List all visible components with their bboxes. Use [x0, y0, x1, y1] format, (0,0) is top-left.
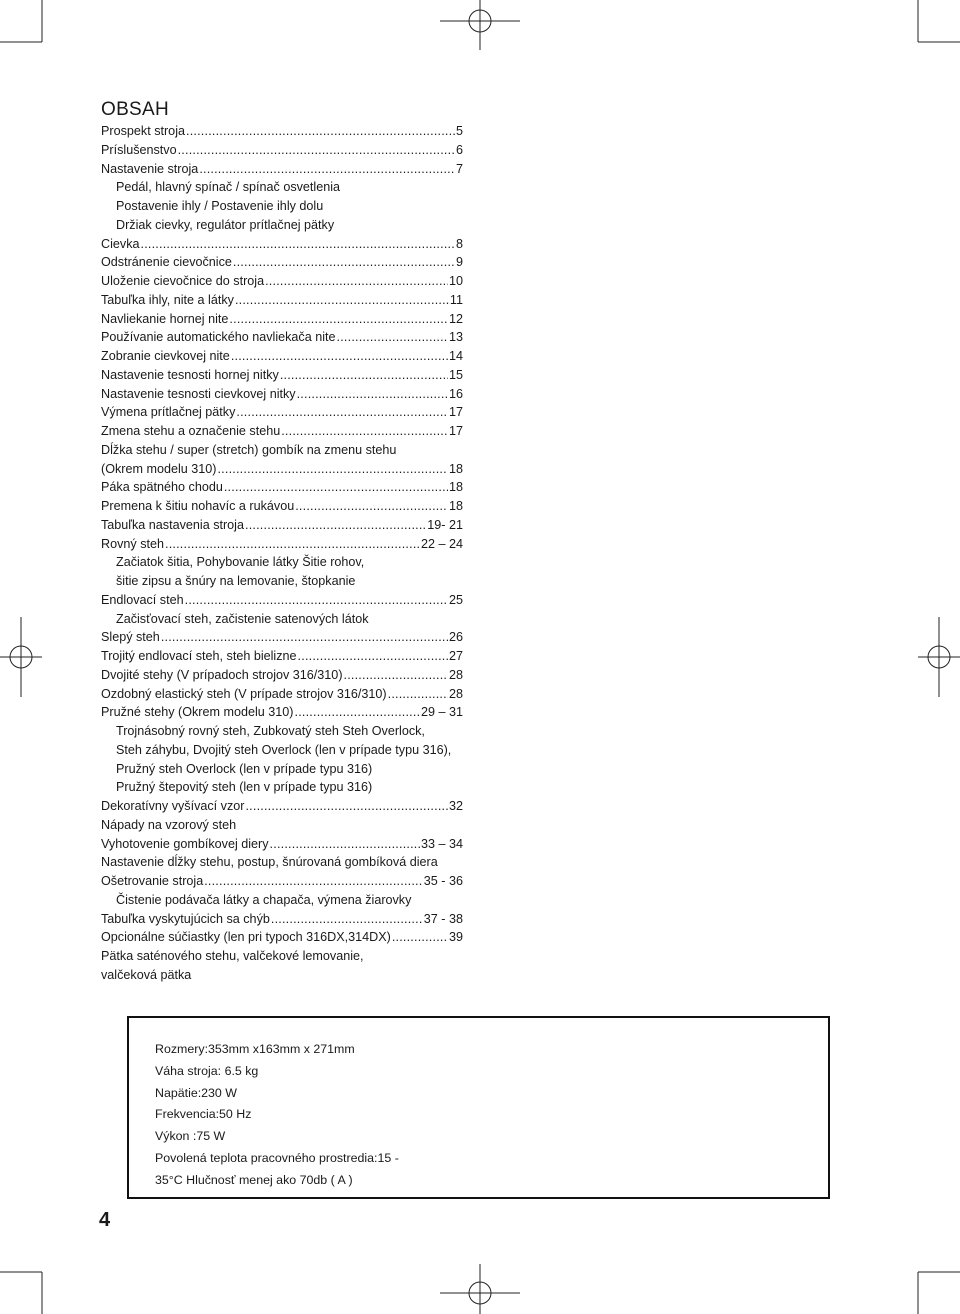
toc-leader-dots: [231, 347, 448, 366]
toc-entry-title: Nastavenie tesnosti cievkovej nitky: [101, 386, 296, 401]
spec-line: Povolená teplota pracovného prostredia:15 -: [155, 1150, 399, 1165]
toc-leader-dots: [265, 272, 448, 291]
toc-page-number: 17: [448, 405, 463, 420]
toc-entry: [101, 403, 463, 422]
toc-page-number: 9: [455, 255, 463, 270]
toc-leader-dots: [165, 535, 420, 554]
toc-leader-dots: [185, 591, 448, 610]
toc-entry-title: Tabuľka nastavenia stroja: [101, 517, 244, 532]
toc-leader-dots: [281, 422, 448, 441]
toc-leader-dots: [295, 703, 420, 722]
toc-leader-dots: [245, 516, 426, 535]
toc-subentry: Držiak cievky, regulátor prítlačnej pätky: [116, 217, 335, 232]
toc-entry-title: Zobranie cievkovej nite: [101, 349, 230, 363]
toc-entry: [101, 235, 463, 254]
specifications-list: [155, 1039, 399, 1192]
toc-entry-title: Slepý steh: [101, 630, 160, 645]
toc-leader-dots: [236, 403, 448, 422]
toc-entry-title: Premena k šitiu nohavíc a rukávou: [101, 499, 295, 513]
toc-page-number: 28: [448, 686, 463, 701]
toc-entry: [101, 253, 463, 272]
toc-entry-title: (Okrem modelu 310): [101, 461, 217, 476]
toc-entry: [101, 291, 463, 310]
toc-subentry: Pružný štepovitý steh (len v prípade typu 316): [116, 780, 373, 795]
spec-line: 35°C Hlučnosť menej ako 70db ( A ): [155, 1172, 353, 1187]
toc-entry: [101, 666, 463, 685]
toc-entry: [101, 422, 463, 441]
toc-leader-dots: [229, 310, 448, 329]
toc-leader-dots: [141, 235, 455, 254]
toc-page-number: 22 – 24: [420, 536, 463, 551]
toc-page-number: 19- 21: [427, 517, 463, 532]
toc-entry-title: Nastavenie tesnosti hornej nitky: [101, 367, 279, 382]
toc-subentry: Čistenie podávača látky a chapača, výmena žiarovky: [116, 892, 412, 907]
toc-entry: [101, 647, 463, 666]
toc-entry: [101, 310, 463, 329]
toc-leader-dots: [235, 291, 449, 310]
specifications-box: [127, 1016, 830, 1199]
toc-page-number: 10: [448, 274, 463, 288]
toc-subentry: Steh záhybu, Dvojitý steh Overlock (len v prípade typu 316),: [116, 742, 452, 757]
toc-page-number: 5: [455, 124, 463, 138]
toc-leader-dots: [161, 628, 448, 647]
toc-line: Dĺžka stehu / super (stretch) gombík na zmenu stehu: [101, 442, 397, 457]
toc-entry: [101, 703, 463, 722]
toc-entry-title: Trojitý endlovací steh, steh bielizne: [101, 649, 297, 663]
toc-page-number: 7: [455, 161, 463, 176]
toc-subentry: Začisťovací steh, začistenie satenových látok: [116, 611, 369, 626]
toc-page-number: 27: [448, 649, 463, 663]
toc-leader-dots: [233, 253, 455, 272]
toc-page-number: 32: [448, 799, 463, 813]
spec-line: Rozmery:353mm x163mm x 271mm: [155, 1042, 355, 1056]
toc-entry-title: Opcionálne súčiastky (len pri typoch 316DX,314DX): [101, 930, 391, 945]
page-number: 4: [99, 1209, 111, 1231]
spec-line: Váha stroja: 6.5 kg: [155, 1063, 259, 1078]
toc-leader-dots: [295, 497, 448, 516]
table-of-contents: [101, 122, 463, 985]
toc-page-number: 15: [448, 367, 463, 382]
toc-entry-title: Ošetrovanie stroja: [101, 874, 204, 888]
toc-entry-title: Príslušenstvo: [101, 142, 177, 157]
toc-entry: [101, 328, 463, 347]
toc-entry: [101, 460, 463, 479]
toc-entry: [101, 272, 463, 291]
toc-entry-title: Tabuľka vyskytujúcich sa chýb: [101, 911, 270, 926]
toc-entry: [101, 535, 463, 554]
toc-entry-title: Odstránenie cievočnice: [101, 255, 232, 270]
toc-entry: [101, 347, 463, 366]
toc-subentry: Postavenie ihly / Postavenie ihly dolu: [116, 199, 324, 213]
toc-entry: [101, 160, 463, 179]
toc-entry-title: Nastavenie stroja: [101, 161, 199, 176]
toc-page-number: 26: [448, 630, 463, 645]
toc-page-number: 39: [448, 930, 463, 945]
toc-leader-dots: [271, 910, 423, 929]
toc-page-number: 29 – 31: [420, 705, 463, 720]
toc-entry-title: Pružné stehy (Okrem modelu 310): [101, 705, 294, 720]
spec-line: Frekvencia:50 Hz: [155, 1107, 252, 1122]
toc-leader-dots: [224, 478, 448, 497]
toc-page-number: 16: [448, 386, 463, 401]
toc-page-number: 28: [448, 667, 463, 682]
toc-entry: [101, 628, 463, 647]
toc-leader-dots: [217, 460, 448, 479]
toc-entry-title: Používanie automatického navliekača nite: [101, 330, 336, 345]
toc-entry: [101, 385, 463, 404]
toc-page-number: 25: [448, 592, 463, 607]
toc-entry-title: Uloženie cievočnice do stroja: [101, 274, 265, 288]
toc-entry-title: Navliekanie hornej nite: [101, 311, 229, 326]
toc-subentry: Pružný steh Overlock (len v prípade typu 316): [116, 761, 373, 776]
toc-page-number: 18: [448, 499, 463, 513]
toc-leader-dots: [186, 122, 455, 141]
toc-leader-dots: [344, 666, 448, 685]
toc-leader-dots: [388, 685, 448, 704]
toc-entry-title: Ozdobný elastický steh (V prípade strojov 316/310): [101, 686, 387, 701]
toc-page-number: 12: [448, 311, 463, 326]
toc-entry: [101, 835, 463, 854]
toc-line: Pätka saténového stehu, valčekové lemovanie,: [101, 949, 364, 963]
toc-entry: [101, 910, 463, 929]
spec-line: Výkon :75 W: [155, 1129, 226, 1144]
toc-entry: [101, 122, 463, 141]
toc-leader-dots: [178, 141, 455, 160]
toc-leader-dots: [280, 366, 448, 385]
toc-leader-dots: [199, 160, 455, 179]
toc-entry: [101, 872, 463, 891]
toc-entry-title: Dekoratívny vyšívací vzor: [101, 799, 245, 813]
toc-line: valčeková pätka: [101, 967, 192, 982]
toc-subentry: šitie zipsu a šnúry na lemovanie, štopkanie: [116, 574, 356, 588]
toc-entry: [101, 685, 463, 704]
toc-page-number: 18: [448, 480, 463, 495]
toc-page-number: 14: [448, 349, 463, 363]
toc-entry: [101, 366, 463, 385]
toc-page-number: 6: [455, 142, 463, 157]
toc-entry-title: Tabuľka ihly, nite a látky: [101, 292, 234, 307]
toc-page-number: 17: [448, 424, 463, 438]
toc-page-number: 18: [448, 461, 463, 476]
toc-page-number: 11: [449, 292, 463, 307]
toc-subentry: Pedál, hlavný spínač / spínač osvetlenia: [116, 180, 341, 195]
toc-entry: [101, 928, 463, 947]
toc-page-number: 35 - 36: [423, 874, 463, 888]
toc-entry-title: Dvojité stehy (V prípadoch strojov 316/310): [101, 667, 343, 682]
toc-line: Nastavenie dĺžky stehu, postup, šnúrovaná gombíková diera: [101, 855, 438, 870]
toc-entry-title: Endlovací steh: [101, 592, 184, 607]
toc-page-number: 33 – 34: [420, 836, 463, 851]
toc-line: Nápady na vzorový steh: [101, 817, 237, 832]
toc-entry: [101, 516, 463, 535]
toc-leader-dots: [297, 385, 448, 404]
toc-leader-dots: [245, 797, 448, 816]
toc-entry-title: Rovný steh: [101, 536, 164, 551]
toc-entry: [101, 797, 463, 816]
toc-subentry: Začiatok šitia, Pohybovanie látky Šitie rohov,: [116, 555, 365, 570]
spec-line: Napätie:230 W: [155, 1085, 237, 1100]
toc-page-number: 8: [455, 236, 463, 251]
toc-leader-dots: [337, 328, 448, 347]
toc-leader-dots: [298, 647, 448, 666]
page-title: OBSAH: [101, 99, 170, 120]
toc-subentry: Trojnásobný rovný steh, Zubkovatý steh Steh Overlock,: [116, 724, 425, 738]
toc-entry-title: Cievka: [101, 236, 140, 251]
toc-entry: [101, 591, 463, 610]
toc-entry-title: Prospekt stroja: [101, 124, 185, 138]
toc-entry-title: Zmena stehu a označenie stehu: [101, 424, 281, 438]
toc-page-number: 37 - 38: [423, 911, 463, 926]
toc-page-number: 13: [448, 330, 463, 345]
toc-entry-title: Páka spätného chodu: [101, 480, 223, 495]
toc-entry: [101, 141, 463, 160]
toc-entry: [101, 497, 463, 516]
toc-leader-dots: [204, 872, 423, 891]
toc-entry: [101, 478, 463, 497]
toc-entry-title: Vyhotovenie gombíkovej diery: [101, 836, 269, 851]
toc-leader-dots: [392, 928, 448, 947]
toc-entry-title: Výmena prítlačnej pätky: [101, 405, 236, 420]
toc-leader-dots: [270, 835, 420, 854]
